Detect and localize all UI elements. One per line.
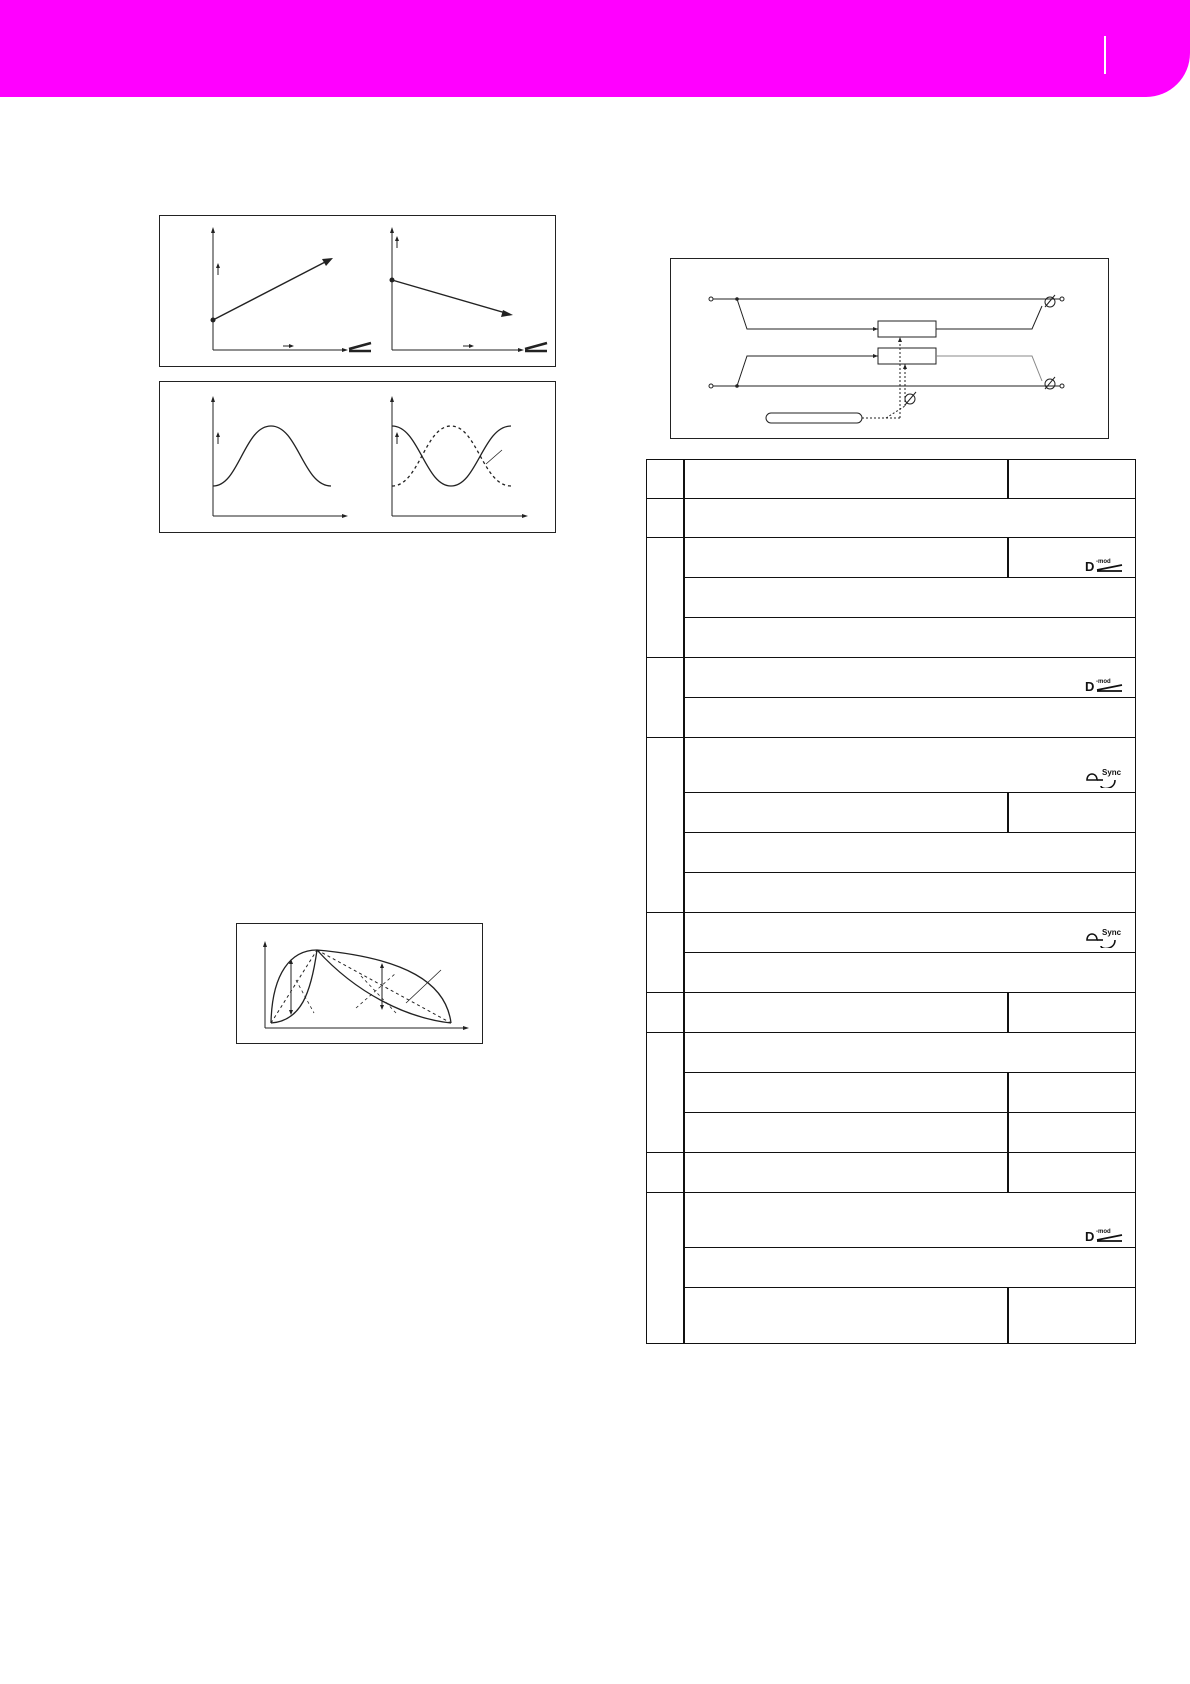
header-divider-icon [1104,36,1106,74]
d-mod-icon [1085,1225,1125,1243]
svg-text:-mod: -mod [1096,1229,1111,1235]
parameter-cell [684,737,1136,793]
header-band [0,0,1190,97]
left-sine-curve [213,426,331,486]
parameter-cell [684,498,1136,538]
parameter-cell [684,1247,1136,1288]
svg-text:D: D [1085,679,1095,693]
parameter-cell [684,872,1136,913]
parameter-cell [684,577,1136,618]
svg-text:-mod: -mod [1096,679,1111,685]
left-rising-line [213,260,329,320]
value-cell [1008,1112,1136,1153]
parameter-cell [684,1287,1008,1344]
envelope-curve-graph [236,923,484,1045]
parameter-cell [684,657,1136,698]
svg-text:D: D [1085,1229,1095,1243]
svg-text:D: D [1085,559,1095,573]
parameter-cell [684,832,1136,873]
value-cell [1008,537,1136,578]
value-cell [1008,1152,1136,1193]
parameter-cell [684,952,1136,993]
parameter-cell [684,992,1008,1033]
parameter-cell [684,792,1008,833]
row-number-cell [646,992,684,1033]
value-cell [1008,792,1136,833]
svg-text:-mod: -mod [1096,559,1111,565]
pedal-icon [349,343,371,351]
tempo-sync-icon [1085,766,1125,788]
row-number-cell [646,459,684,499]
d-mod-icon [1085,555,1125,573]
row-number-cell [646,1032,684,1153]
lfo-source-box [766,413,862,423]
signal-flow-diagram [670,258,1110,440]
value-cell [1008,459,1136,499]
right-falling-line [392,280,509,314]
row-number-cell [646,737,684,913]
row-number-cell [646,657,684,738]
modulation-wave-graphs [159,381,557,534]
parameter-cell [684,537,1008,578]
top-delay-block [878,321,936,337]
row-number-cell [646,1192,684,1344]
row-number-cell [646,537,684,658]
parameter-cell [684,697,1136,738]
svg-text:Sync: Sync [1102,768,1122,777]
value-cell [1008,1287,1136,1344]
parameter-cell [684,912,1136,953]
parameter-cell [684,1152,1008,1193]
row-number-cell [646,1152,684,1193]
row-number-cell [646,912,684,993]
parameter-cell [684,459,1008,499]
parameter-cell [684,1192,1136,1248]
row-number-cell [646,498,684,538]
parameter-cell [684,1032,1136,1073]
svg-text:Sync: Sync [1102,928,1122,937]
modulation-linear-graphs [159,215,557,368]
value-cell [1008,1072,1136,1113]
d-mod-icon [1085,675,1125,693]
tempo-sync-icon [1085,926,1125,948]
parameter-cell [684,1072,1008,1113]
bottom-delay-block [878,348,936,364]
parameter-cell [684,617,1136,658]
pedal-icon [525,343,547,351]
parameter-cell [684,1112,1008,1153]
value-cell [1008,992,1136,1033]
